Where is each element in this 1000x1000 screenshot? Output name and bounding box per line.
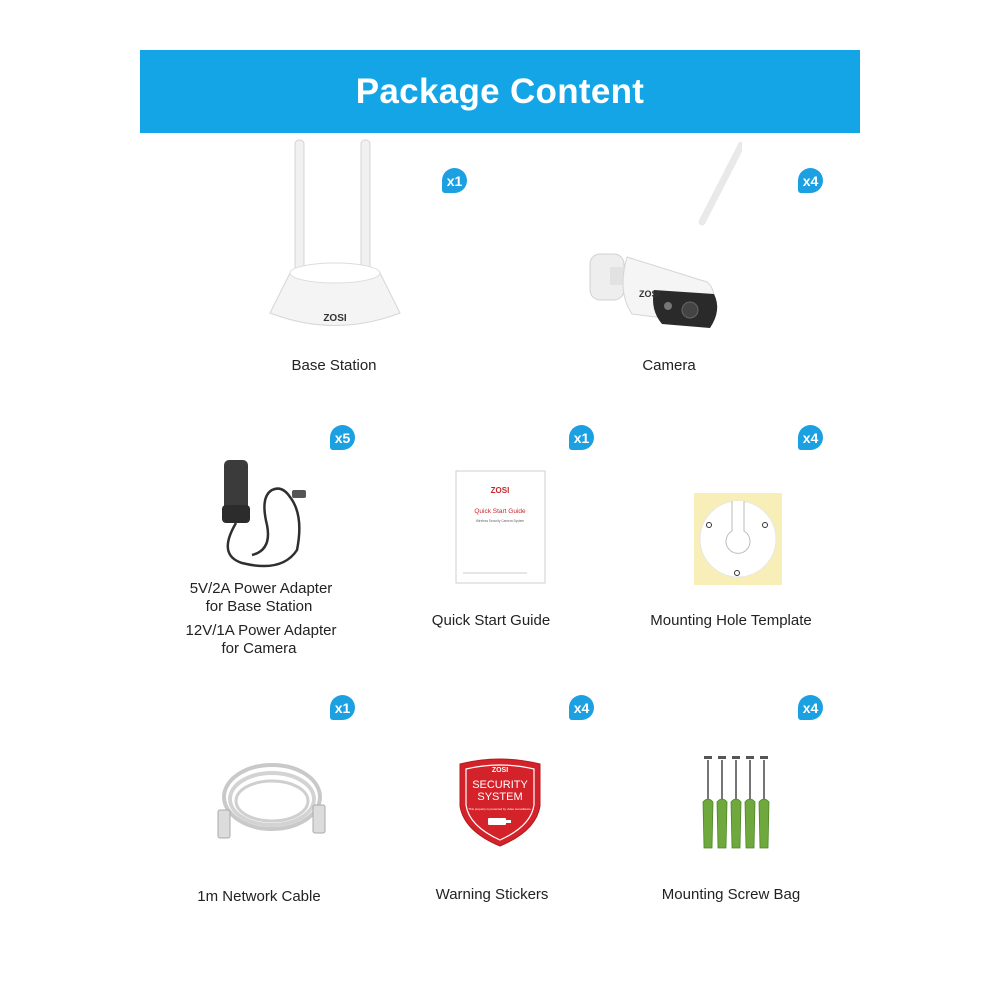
quick-start-guide-label: Quick Start Guide [431,612,551,629]
power-adapter-label-line3: 12V/1A Power Adapter [185,622,337,639]
mounting-screw-bag-label: Mounting Screw Bag [661,886,801,903]
base-station-brand: ZOSI [323,313,347,324]
power-adapter-label-line2: for Base Station [205,598,313,615]
sticker-line2: SYSTEM [477,791,523,803]
page-title: Package Content [355,71,645,111]
sticker-brand: ZOSI [491,767,509,774]
base-station-image [255,138,415,338]
base-station-qty-badge: x1 [442,168,467,193]
power-adapter-image [212,455,312,575]
power-adapter-qty-badge: x5 [330,425,355,450]
quick-start-guide-image [455,470,547,585]
network-cable-qty-badge: x1 [330,695,355,720]
camera-label: Camera [642,357,696,374]
quick-start-guide-qty-badge: x1 [569,425,594,450]
power-adapter-label-line4: for Camera [221,640,297,657]
network-cable-image [210,755,335,850]
network-cable-label: 1m Network Cable [197,888,321,905]
power-adapter-label-line1: 5V/2A Power Adapter [189,580,333,597]
mounting-screw-bag-qty-badge: x4 [798,695,823,720]
guide-brand: ZOSI [490,486,510,495]
guide-title: Quick Start Guide [474,508,526,515]
guide-subtitle: Wireless Security Camera System [475,519,525,523]
camera-qty-badge: x4 [798,168,823,193]
camera-image [582,142,742,342]
mounting-hole-template-label: Mounting Hole Template [650,612,812,629]
warning-sticker-qty-badge: x4 [569,695,594,720]
sticker-small-text: This property is protected by video surveillance. [468,807,532,811]
mounting-screw-bag-image [700,754,772,850]
base-station-label: Base Station [291,357,377,374]
warning-sticker-image [456,756,544,848]
header-banner [140,50,860,133]
camera-brand: ZOSI [639,289,661,299]
mounting-hole-template-image [694,493,782,585]
warning-sticker-label: Warning Stickers [435,886,549,903]
mounting-hole-template-qty-badge: x4 [798,425,823,450]
sticker-line1: SECURITY [472,779,528,791]
